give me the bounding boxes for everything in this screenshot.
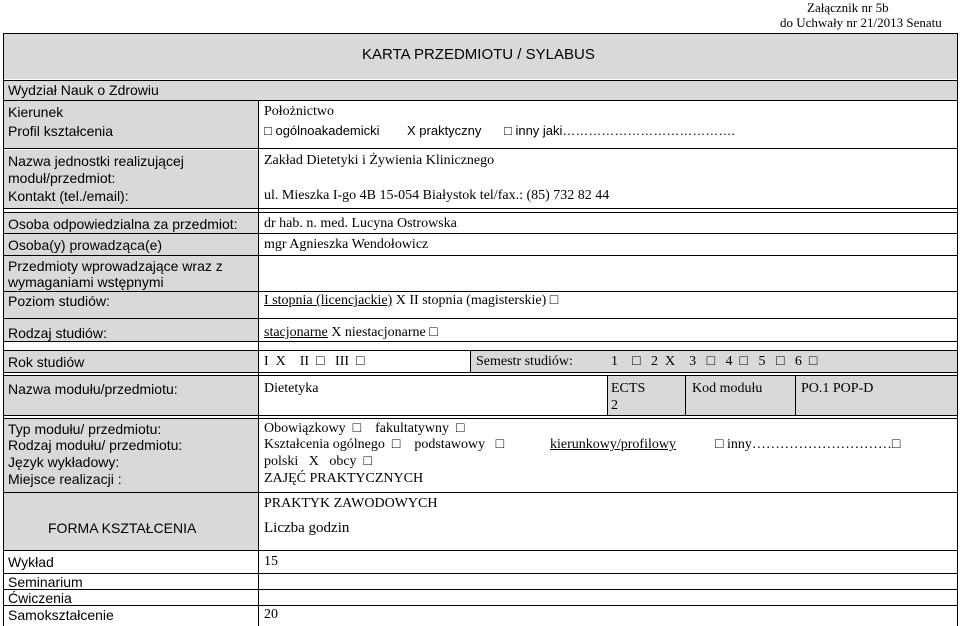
osoba-prow-label: Osoba(y) prowadząca(e) bbox=[8, 237, 163, 253]
rok-label: Rok studiów bbox=[8, 354, 85, 370]
form-name: Samokształcenie bbox=[8, 607, 114, 623]
profil-opt2: X praktyczny bbox=[407, 123, 482, 138]
osoba-odp-label: Osoba odpowiedzialna za przedmiot: bbox=[8, 216, 238, 232]
kontakt-label: Kontakt (tel./email): bbox=[8, 188, 129, 204]
rodzaj-value-rest: X niestacjonarne □ bbox=[331, 325, 438, 340]
miejsce-label: Miejsce realizacji : bbox=[8, 471, 122, 487]
kod-value: PO.1 POP-D bbox=[801, 381, 874, 396]
poziom-value-rest: X II stopnia (magisterskie) □ bbox=[395, 293, 559, 308]
profil-opt3: □ inny jaki…………………………………. bbox=[504, 123, 736, 138]
hours-header: Liczba godzin bbox=[264, 520, 350, 536]
form-name: Seminarium bbox=[8, 574, 83, 590]
rodzaj-value bbox=[264, 325, 438, 341]
resolution-note: do Uchwały nr 21/2013 Senatu bbox=[780, 15, 942, 30]
attachment-note: Załącznik nr 5b bbox=[807, 0, 889, 15]
rodzaj-mod-value-b: kierunkowy/profilowy bbox=[550, 437, 676, 452]
typ-label: Typ modułu/ przedmiotu: bbox=[8, 421, 162, 437]
profil-label: Profil kształcenia bbox=[8, 123, 114, 139]
forma-header: FORMA KSZTAŁCENIA bbox=[48, 520, 197, 536]
semestr-label: Semestr studiów: bbox=[476, 354, 573, 369]
kierunek-value: Położnictwo bbox=[264, 104, 334, 119]
form-name: Ćwiczenia bbox=[8, 590, 72, 606]
rodzaj-label: Rodzaj studiów: bbox=[8, 325, 107, 341]
semestr-value: 1 □ 2 X 3 □ 4 □ 5 □ 6 □ bbox=[611, 354, 818, 369]
page-title: KARTA PRZEDMIOTU / SYLABUS bbox=[362, 46, 595, 63]
miejsce-value-2: PRAKTYK ZAWODOWYCH bbox=[264, 496, 438, 511]
przedmioty-label-2: wymaganiami wstępnymi bbox=[8, 274, 164, 290]
rok-value: I X II □ III □ bbox=[264, 354, 365, 369]
nazwa-value: Dietetyka bbox=[264, 381, 319, 396]
jednostka-value: Zakład Dietetyki i Żywienia Klinicznego bbox=[264, 153, 495, 168]
faculty-name: Wydział Nauk o Zdrowiu bbox=[8, 82, 159, 98]
form-hours: 15 bbox=[264, 554, 278, 569]
kierunek-label: Kierunek bbox=[8, 104, 64, 120]
rodzaj-mod-label: Rodzaj modułu/ przedmiotu: bbox=[8, 437, 183, 453]
kontakt-value: ul. Mieszka I-go 4B 15-054 Białystok tel/fax.: (85) 732 82 44 bbox=[264, 188, 610, 203]
typ-value: Obowiązkowy □ fakultatywny □ bbox=[264, 421, 465, 436]
rodzaj-value-underlined: stacjonarne bbox=[264, 325, 328, 340]
poziom-label: Poziom studiów: bbox=[8, 293, 110, 309]
profil-opt1: □ ogólnoakademicki bbox=[264, 123, 380, 138]
jezyk-label: Język wykładowy: bbox=[8, 454, 120, 470]
jednostka-label-2: moduł/przedmiot: bbox=[8, 170, 116, 186]
ects-label: ECTS bbox=[611, 381, 646, 396]
kod-label: Kod modułu bbox=[692, 381, 763, 396]
miejsce-value-1: ZAJĘĆ PRAKTYCZNYCH bbox=[264, 471, 424, 486]
ects-value: 2 bbox=[611, 398, 618, 413]
poziom-value-underlined: I stopnia (licencjackie) bbox=[264, 293, 393, 308]
jednostka-label-1: Nazwa jednostki realizującej bbox=[8, 153, 184, 169]
nazwa-label: Nazwa modułu/przedmiotu: bbox=[8, 381, 178, 397]
rodzaj-mod-value-a: Kształcenia ogólnego □ podstawowy □ bbox=[264, 437, 505, 452]
osoba-odp-value: dr hab. n. med. Lucyna Ostrowska bbox=[264, 216, 457, 231]
osoba-prow-value: mgr Agnieszka Wendołowicz bbox=[264, 237, 429, 252]
jezyk-value: polski X obcy □ bbox=[264, 454, 373, 469]
form-hours: 20 bbox=[264, 607, 278, 622]
form-name: Wykład bbox=[8, 554, 54, 570]
poziom-value bbox=[264, 293, 558, 309]
rodzaj-mod-value-c: □ inny…………………………□ bbox=[715, 437, 901, 452]
przedmioty-label-1: Przedmioty wprowadzające wraz z bbox=[8, 258, 223, 274]
